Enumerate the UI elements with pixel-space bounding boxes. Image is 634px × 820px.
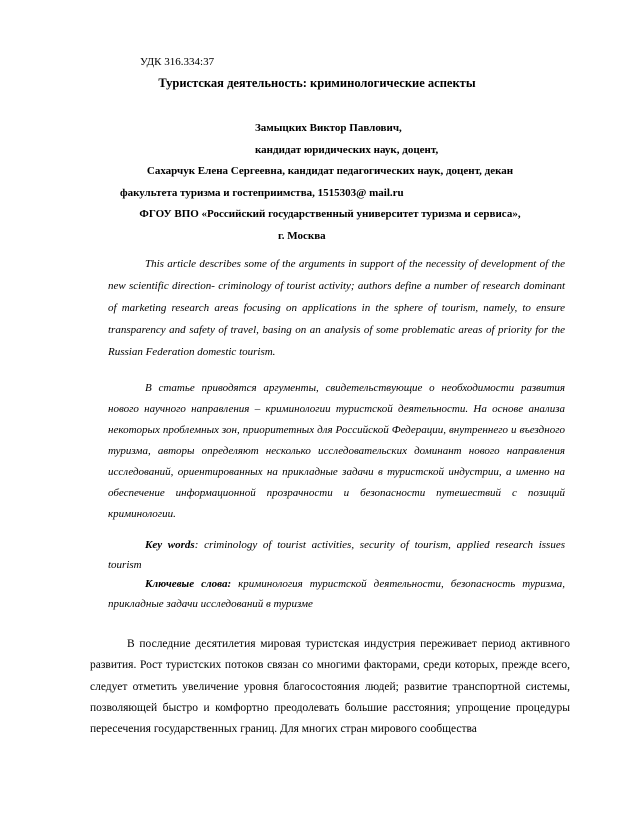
body-paragraph: В последние десятилетия мировая туристская индустрия переживает период активного развития. Рост туристских потоков связан со многими факторами, среди которых, прежде всего, следует отметить увеличение уровня благосостояния людей; развитие транспортной системы, позволяющей быстро и комфортно преодолевать большие расстояния; упрощение процедуры пересечения государственных границ. Для многих стран мирового сообщества bbox=[90, 638, 570, 736]
keywords-russian-text: криминология туристской деятельности, безопасность туризма, прикладные задачи исследований в туризме bbox=[108, 578, 565, 610]
keywords-english-label: Key words bbox=[145, 539, 195, 551]
author-line-5: ФГОУ ВПО «Российский государственный университет туризма и сервиса», bbox=[139, 208, 521, 220]
abstract-russian bbox=[108, 378, 565, 525]
keywords-russian bbox=[108, 574, 565, 614]
author-line-4: факультета туризма и гостеприимства, 1515303@ mail.ru bbox=[120, 186, 404, 199]
keywords-english bbox=[108, 535, 565, 575]
author-line-6: г. Москва bbox=[278, 229, 326, 242]
body-text bbox=[90, 634, 570, 740]
abstract-russian-text: В статье приводятся аргументы, свидетельствующие о необходимости развития нового научного направления – криминологии туристской деятельности. На основе анализа некоторых проблемных зон, приоритетных для Российской Федерации, внутреннего и въездного туризма, авторы определяют несколько исследовательских доминант нового направления исследований, ориентированных на прикладные задачи в туристской индустрии, а именно на обеспечение информационной прозрачности и безопасности путешествий с позиций криминологии. bbox=[108, 382, 565, 520]
author-line-1: Замыцких Виктор Павлович, bbox=[255, 122, 402, 134]
abstract-english bbox=[108, 253, 565, 363]
keywords-russian-label: Ключевые слова: bbox=[145, 578, 232, 590]
abstract-english-text: This article describes some of the arguments in support of the necessity of development of the new scientific direction- criminology of tourist activity; authors define a number of research dominant of marketing research areas focusing on applications in the sphere of tourism, namely, to ensure transparency and safety of travel, basing on an analysis of some problematic areas of priority for the Russian Federation domestic tourism. bbox=[108, 258, 565, 358]
udk-code: УДК 316.334:37 bbox=[140, 56, 215, 68]
author-block bbox=[95, 118, 565, 247]
author-line-2: кандидат юридических наук, доцент, bbox=[255, 143, 439, 156]
keywords-english-text: : criminology of tourist activities, security of tourism, applied research issues tourism bbox=[108, 539, 565, 571]
article-title: Туристская деятельность: криминологические аспекты bbox=[158, 76, 476, 90]
author-line-3: Сахарчук Елена Сергеевна, кандидат педагогических наук, доцент, декан bbox=[146, 165, 514, 177]
